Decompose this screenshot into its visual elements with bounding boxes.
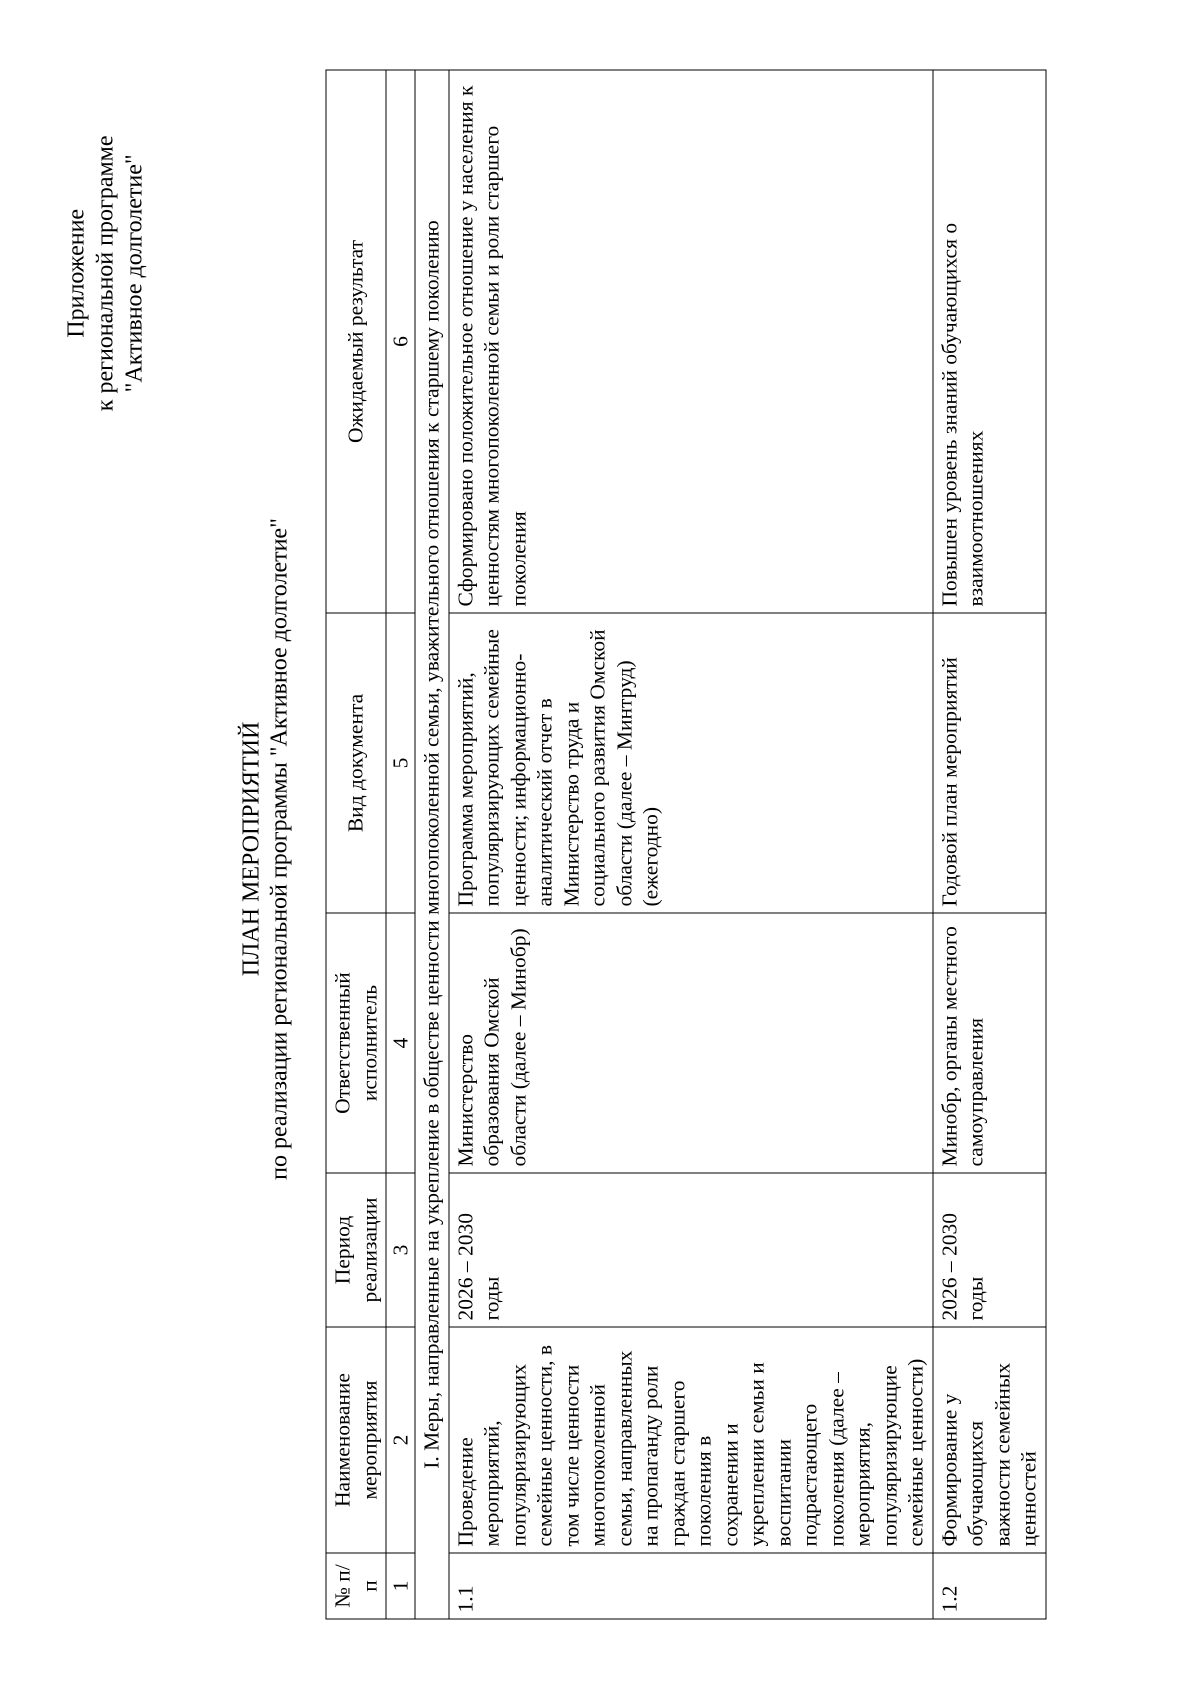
header-cell: № п/п [326, 1553, 386, 1619]
appendix-line: "Активное долголетие" [121, 153, 147, 392]
measure-name: Формирование у обучающихся важности семейных ценностей [932, 1327, 1045, 1553]
title-sub: по реализации региональной программы "Активное долголетие" [266, 517, 292, 1180]
plan-title [237, 0, 293, 1697]
column-number: 6 [386, 70, 415, 613]
column-number: 3 [386, 1173, 415, 1327]
header-cell: Период реализации [326, 1173, 386, 1327]
title-main: ПЛАН МЕРОПРИЯТИЙ [238, 721, 264, 976]
appendix-line: к региональной программе [92, 135, 118, 411]
column-number: 2 [386, 1327, 415, 1553]
measure-name: Проведение мероприятий, популяризирующих семейные ценности, в том числе ценности многопоколенной семьи, направленных на пропаганду роли граждан старшего поколения в сохранении и укреплении семьи и воспитании подрастающего поколения (далее – мероприятия, популяризирующие семейные ценности) [448, 1327, 932, 1553]
row-number: 1.1 [448, 1553, 932, 1619]
column-number: 5 [386, 613, 415, 913]
document-type: Годовой план мероприятий [932, 613, 1045, 913]
header-row [326, 70, 386, 1619]
header-cell: Ответственный исполнитель [326, 913, 386, 1173]
table-row [448, 70, 932, 1619]
appendix-block [62, 135, 149, 411]
period: 2026 – 2030 годы [932, 1173, 1045, 1327]
plan-table [325, 69, 1046, 1619]
row-number: 1.2 [932, 1553, 1045, 1619]
executor: Минобр, органы местного самоуправления [932, 913, 1045, 1173]
expected-result: Повышен уровень знаний обучающихся о взаимоотношениях [932, 70, 1045, 613]
period: 2026 – 2030 годы [448, 1173, 932, 1327]
header-cell: Ожидаемый результат [326, 70, 386, 613]
section-row [415, 70, 449, 1619]
header-cell: Наименование мероприятия [326, 1327, 386, 1553]
header-cell: Вид документа [326, 613, 386, 913]
document-type: Программа мероприятий, популяризирующих семейные ценности; информационно-аналитический отчет в Министерство труда и социального развития Омской области (далее – Минтруд) (ежегодно) [448, 613, 932, 913]
column-number: 4 [386, 913, 415, 1173]
column-number-row [386, 70, 415, 1619]
appendix-line: Приложение [63, 208, 89, 338]
column-number: 1 [386, 1553, 415, 1619]
table-row [932, 70, 1045, 1619]
section-heading: I. Меры, направленные на укрепление в обществе ценности многопоколенной семьи, уважительного отношения к старшему поколению [415, 70, 449, 1619]
expected-result: Сформировано положительное отношение у населения к ценностям многопоколенной семьи и роли старшего поколения [448, 70, 932, 613]
executor: Министерство образования Омской области (далее – Минобр) [448, 913, 932, 1173]
